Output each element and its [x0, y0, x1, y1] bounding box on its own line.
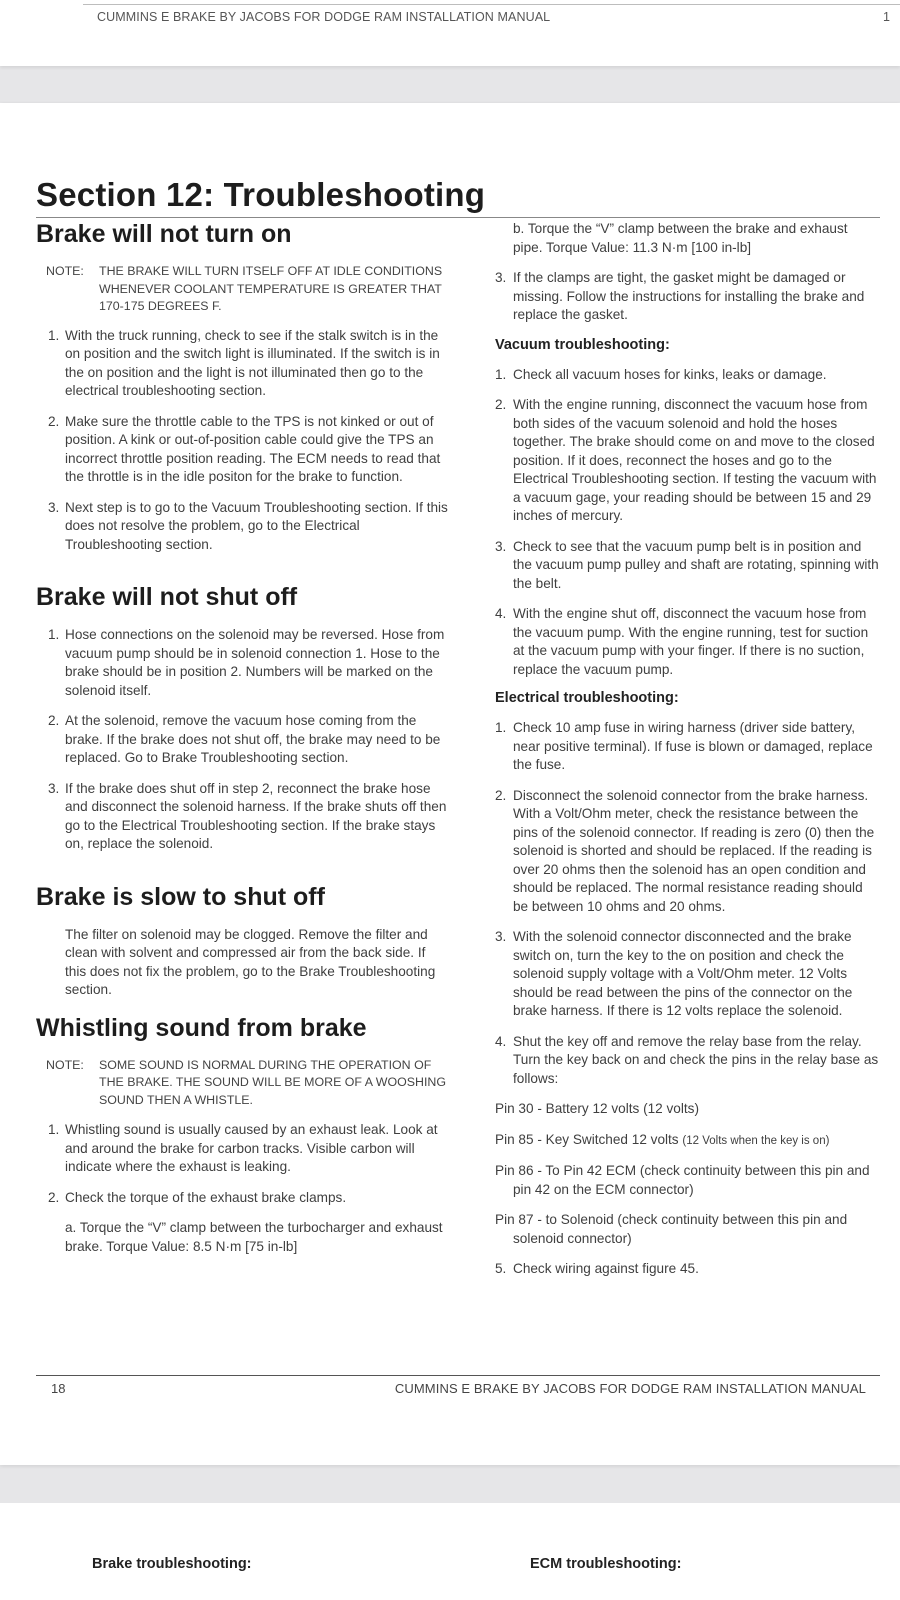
right-column [495, 220, 880, 1279]
page-number: 1 [883, 10, 890, 24]
heading-brake-troubleshooting: Brake troubleshooting: [92, 1556, 252, 1572]
heading-ecm-troubleshooting: ECM troubleshooting: [530, 1556, 682, 1572]
item-number: 3. [48, 780, 60, 796]
item-number: 2. [495, 397, 507, 412]
item-text: Hose connections on the solenoid may be reversed. Hose from vacuum pump should be in solenoid connection 1. Hose to the brake should be in position 2. Numbers will be marked on the solenoid itself. [65, 627, 445, 698]
left-column [36, 219, 448, 1256]
item-number: 2. [48, 413, 60, 429]
pin-87: Pin 87 - to Solenoid (check continuity between this pin and solenoid connector) [495, 1212, 848, 1246]
sub-item-b: b. Torque the “V” clamp between the brake and exhaust pipe. Torque Value: 11.3 N·m [100 in-lb] [513, 221, 848, 255]
item-number: 3. [495, 538, 507, 554]
item-text: Disconnect the solenoid connector from the brake harness. With a Volt/Ohm meter, check the resistance between the pins of the solenoid connector. If reading is zero (0) then the solenoid is shorted and should be replaced. If the reading is over 20 ohms then the solenoid has an open condition and should be replaced. The normal resistance reading should be between 10 ohms and 20 ohms. [513, 787, 875, 914]
list-item [36, 712, 448, 768]
pin-86: Pin 86 - To Pin 42 ECM (check continuity between this pin and pin 42 on the ECM connector) [495, 1163, 870, 1197]
item-number: 2. [495, 787, 507, 803]
heading-brake-slow-to-shut-off: Brake is slow to shut off [36, 882, 325, 911]
heading-brake-will-not-shut-off: Brake will not shut off [36, 583, 298, 611]
item-number: 3. [495, 270, 507, 285]
item-text: With the engine running, disconnect the vacuum hose from both sides of the vacuum solenoid and hold the hoses together. The brake should come on and move to the closed position. If it does, reconnect the hoses and go to the Electrical Troubleshooting section. If testing the vacuum with a vacuum gage, your reading should be between 15 and 29 inches of mercury. [513, 397, 877, 523]
item-number: 1. [48, 627, 60, 642]
manual-page [0, 103, 900, 1465]
item-text: With the solenoid connector disconnected and the brake switch on, turn the key to the on position and check the solenoid supply voltage with a Volt/Ohm meter. 12 Volts should be read between the pins of the connector on the brake harness. If there is 12 volts replace the solenoid. [513, 929, 853, 1018]
item-text: With the engine shut off, disconnect the vacuum hose from the vacuum pump. With the engine running, test for suction at the vacuum pump with your finger. If there is no suction, replace the vacuum pump. [513, 606, 869, 677]
list-item [36, 1121, 448, 1177]
pin-85 [495, 1131, 880, 1151]
note-text: SOME SOUND IS NORMAL DURING THE OPERATION OF THE BRAKE. THE SOUND WILL BE MORE OF A WOOSHING SOUND THEN A WHISTLE. [99, 1057, 446, 1107]
pin-85-text: Pin 85 - Key Switched 12 volts [495, 1131, 683, 1147]
next-page-fragment [0, 1503, 900, 1600]
item-number: 2. [48, 1189, 60, 1205]
item-number: 1. [495, 720, 507, 735]
list-item [36, 1189, 448, 1208]
sub-item-a: a. Torque the “V” clamp between the turbocharger and exhaust brake. Torque Value: 8.5 N·m [75 in-lb] [65, 1220, 443, 1254]
item-number: 4. [495, 1033, 507, 1049]
note-label: NOTE: [46, 1057, 84, 1072]
heading-vacuum-troubleshooting: Vacuum troubleshooting: [495, 336, 670, 353]
note-label: NOTE: [46, 264, 84, 278]
paragraph-filter: The filter on solenoid may be clogged. Remove the filter and clean with solvent and compressed air from the back side. If this does not fix the problem, go to the Brake Troubleshooting section. [65, 926, 436, 997]
list-item [495, 1260, 880, 1279]
footer-title: CUMMINS E BRAKE BY JACOBS FOR DODGE RAM INSTALLATION MANUAL [394, 1381, 866, 1396]
item-number: 1. [48, 327, 60, 343]
item-text: Check all vacuum hoses for kinks, leaks or damage. [513, 366, 827, 382]
list-item [495, 269, 880, 325]
item-number: 5. [495, 1261, 507, 1276]
item-number: 3. [48, 499, 60, 515]
section-rule [36, 217, 880, 218]
item-text: Check to see that the vacuum pump belt is in position and the vacuum pump pulley and shaft are rotating, spinning with the belt. [513, 538, 879, 591]
item-text: Make sure the throttle cable to the TPS is not kinked or out of position. A kink or out-of-position cable could give the TPS an incorrect throttle position reading. The ECM needs to read that the throttle is in the idle positon for the brake to function. [65, 413, 441, 484]
list-item [495, 605, 880, 679]
list-item [495, 1033, 880, 1089]
item-text: Shut the key off and remove the relay base from the relay. Turn the key back on and check the pins in the relay base as follows: [513, 1033, 879, 1086]
note-sound [36, 1057, 448, 1110]
item-text: Whistling sound is usually caused by an exhaust leak. Look at and around the brake for carbon tracks. Visible carbon will indicate where the exhaust is leaking. [65, 1122, 438, 1174]
section-title: Section 12: Troubleshooting [36, 176, 486, 213]
item-number: 2. [48, 713, 60, 728]
item-text: Check wiring against figure 45. [513, 1261, 699, 1276]
list-item [495, 928, 880, 1021]
list-item [36, 780, 448, 854]
item-number: 1. [48, 1122, 60, 1137]
pin-30: Pin 30 - Battery 12 volts (12 volts) [495, 1101, 699, 1116]
footer-page-number: 18 [51, 1381, 66, 1396]
list-item [495, 719, 880, 775]
note-coolant [36, 263, 448, 316]
list-item [36, 327, 448, 401]
running-header: CUMMINS E BRAKE BY JACOBS FOR DODGE RAM INSTALLATION MANUAL [97, 10, 551, 24]
footer-rule [36, 1375, 880, 1376]
list-item [36, 413, 448, 487]
item-text: Check 10 amp fuse in wiring harness (driver side battery, near positive terminal). If fuse is blown or damaged, replace the fuse. [513, 720, 873, 772]
heading-brake-will-not-turn-on: Brake will not turn on [36, 220, 292, 248]
item-text: Next step is to go to the Vacuum Troubleshooting section. If this does not resolve the problem, go to the Electrical Troubleshooting section. [65, 499, 448, 552]
pin-85-note: (12 Volts when the key is on) [682, 1134, 830, 1147]
item-text: Check the torque of the exhaust brake clamps. [65, 1189, 347, 1205]
item-text: If the clamps are tight, the gasket might be damaged or missing. Follow the instructions for installing the brake and replace the gasket. [513, 270, 865, 322]
list-item [495, 538, 880, 594]
item-number: 1. [495, 366, 507, 382]
list-item [495, 396, 880, 526]
previous-page-fragment [0, 0, 900, 66]
heading-electrical-troubleshooting: Electrical troubleshooting: [495, 690, 679, 706]
item-text: If the brake does shut off in step 2, reconnect the brake hose and disconnect the solenoid harness. If the brake shuts off then go to the Electrical Troubleshooting section. If the brake stays on, replace the solenoid. [65, 780, 447, 851]
item-text: At the solenoid, remove the vacuum hose coming from the brake. If the brake does not shut off, the brake may need to be replaced. Go to Brake Troubleshooting section. [65, 713, 441, 765]
header-rule [83, 4, 900, 5]
item-text: With the truck running, check to see if the stalk switch is in the on position and the switch light is illuminated. If the switch is in the on position and the light is not illuminated then go to the electrical troubleshooting section. [65, 327, 440, 398]
heading-whistling-sound: Whistling sound from brake [36, 1013, 367, 1042]
item-number: 3. [495, 929, 507, 944]
list-item [495, 366, 880, 385]
item-number: 4. [495, 606, 507, 621]
list-item [495, 787, 880, 917]
list-item [36, 626, 448, 700]
note-text: THE BRAKE WILL TURN ITSELF OFF AT IDLE CONDITIONS WHENEVER COOLANT TEMPERATURE IS GREATER THAT 170-175 DEGREES F. [99, 264, 443, 313]
list-item [36, 499, 448, 555]
